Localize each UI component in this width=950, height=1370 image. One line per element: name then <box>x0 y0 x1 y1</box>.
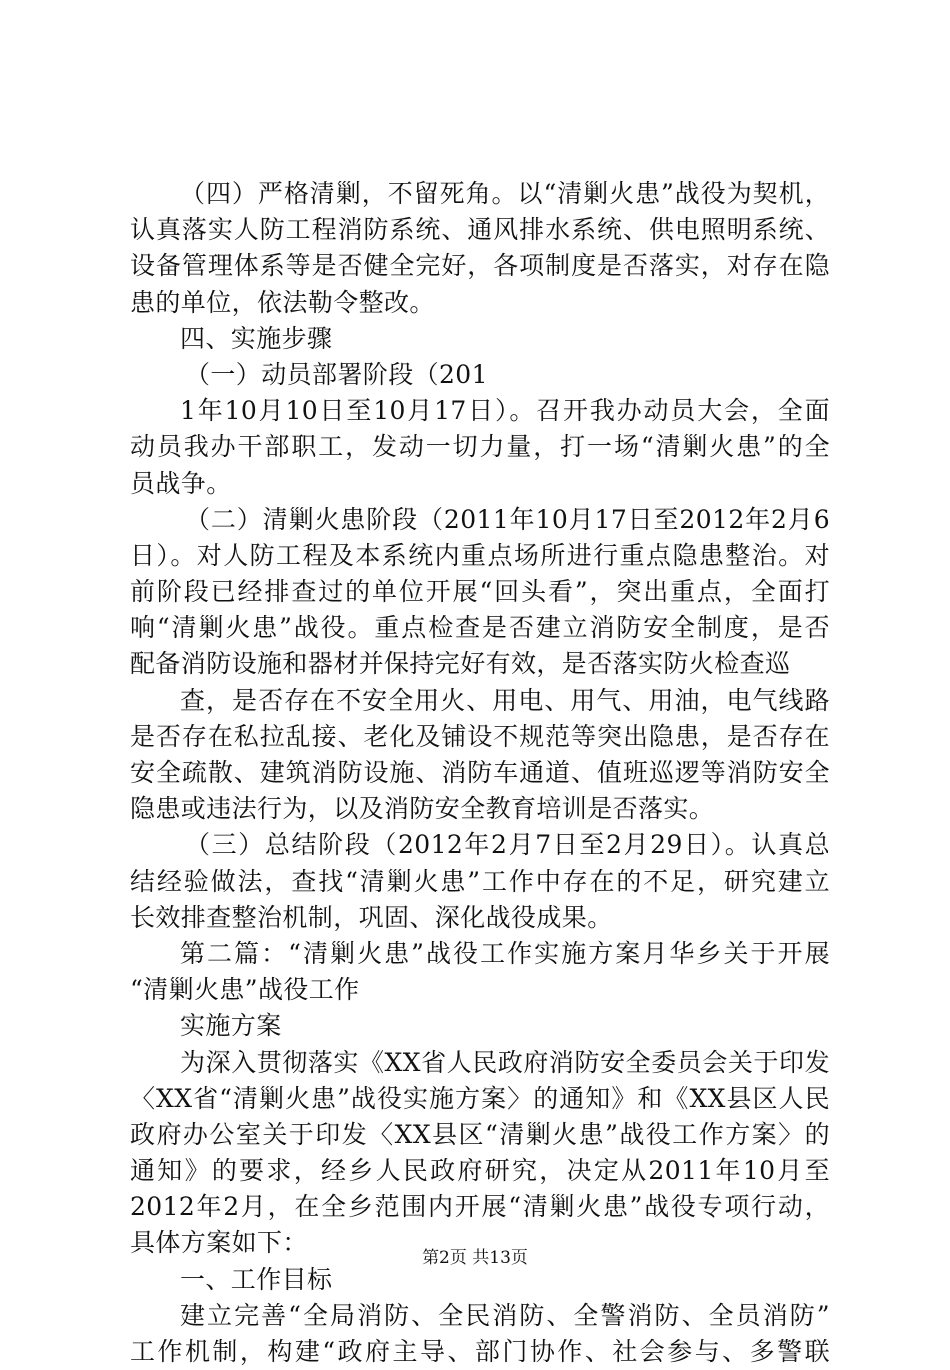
text-line: 长效排查整治机制，巩固、深化战役成果。 <box>130 902 613 932</box>
text-line: “清剿火患”战役工作 <box>130 975 360 1005</box>
text-line: 1年10月10日至10月17日）。召开我办动员大会，全面 <box>180 396 830 426</box>
page-footer: 第2页 共13页 <box>422 1248 528 1268</box>
text-line: 动员我办干部职工，发动一切力量，打一场“清剿火患”的全 <box>130 432 830 462</box>
text-line: （四）严格清剿，不留死角。以“清剿火患”战役为契机， <box>180 179 830 208</box>
text-line: 患的单位，依法勒令整改。 <box>130 287 435 317</box>
text-line: 四、实施步骤 <box>180 323 333 353</box>
text-line: 响“清剿火患”战役。重点检查是否建立消防安全制度，是否 <box>130 613 830 643</box>
text-line: 前阶段已经排查过的单位开展“回头看”，突出重点，全面打 <box>130 577 830 607</box>
text-line: 第二篇：“清剿火患”战役工作实施方案月华乡关于开展 <box>180 938 830 968</box>
text-line: 隐患或违法行为，以及消防安全教育培训是否落实。 <box>130 794 715 824</box>
document-body <box>130 176 830 1370</box>
text-line: 查，是否存在不安全用火、用电、用气、用油，电气线路 <box>180 685 830 715</box>
text-line: 是否存在私拉乱接、老化及铺设不规范等突出隐患，是否存在 <box>130 721 830 751</box>
text-line: 〈XX省“清剿火患”战役实施方案〉的通知》和《XX县区人民 <box>130 1083 830 1113</box>
text-line: （三）总结阶段（2012年2月7日至2月29日）。认真总 <box>185 830 830 860</box>
text-line: 实施方案 <box>180 1011 282 1041</box>
text-line: 设备管理体系等是否健全完好，各项制度是否落实，对存在隐 <box>130 251 830 281</box>
text-line: 安全疏散、建筑消防设施、消防车通道、值班巡逻等消防安全 <box>130 758 830 787</box>
text-line: 工作机制，构建“政府主导、部门协作、社会参与、多警联 <box>130 1337 830 1366</box>
text-line: 配备消防设施和器材并保持完好有效，是否落实防火检查巡 <box>130 649 791 679</box>
text-line: 建立完善“全局消防、全民消防、全警消防、全员消防” <box>180 1300 830 1330</box>
text-line: 认真落实人防工程消防系统、通风排水系统、供电照明系统、 <box>130 215 830 245</box>
text-line: 2012年2月，在全乡范围内开展“清剿火患”战役专项行动， <box>130 1192 830 1222</box>
text-line: 日）。对人防工程及本系统内重点场所进行重点隐患整治。对 <box>130 540 830 570</box>
text-line: 一、工作目标 <box>180 1264 333 1294</box>
text-line: 通知》的要求，经乡人民政府研究，决定从2011年10月至 <box>130 1156 830 1186</box>
text-line: 具体方案如下： <box>130 1228 308 1258</box>
text-line: 政府办公室关于印发〈XX县区“清剿火患”战役工作方案〉的 <box>130 1119 830 1149</box>
text-line: （二）清剿火患阶段（2011年10月17日至2012年2月6 <box>185 504 830 534</box>
text-line: 员战争。 <box>130 468 232 498</box>
text-line: 结经验做法，查找“清剿火患”工作中存在的不足，研究建立 <box>130 866 830 896</box>
text-line: 为深入贯彻落实《XX省人民政府消防安全委员会关于印发 <box>180 1047 830 1077</box>
text-line: （一）动员部署阶段（201 <box>185 359 488 389</box>
